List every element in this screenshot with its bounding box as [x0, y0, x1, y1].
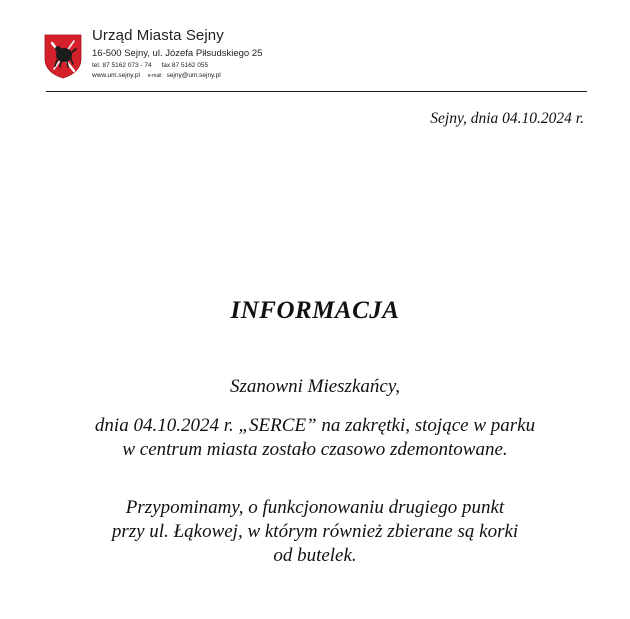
- letterhead-divider: [46, 91, 587, 92]
- office-details: [92, 27, 262, 81]
- email-label: e-mail:: [147, 73, 163, 79]
- paragraph-2-line: przy ul. Łąkowej, w którym również zbierane są korki: [111, 521, 519, 542]
- greeting: Szanowni Mieszkańcy,: [230, 376, 400, 397]
- office-name: Urząd Miasta Sejny: [92, 27, 224, 44]
- office-website: www.um.sejny.pl: [92, 72, 140, 79]
- letterhead: [43, 27, 588, 93]
- office-phone: tel. 87 5162 073 - 74: [92, 62, 152, 69]
- office-address: 16-500 Sejny, ul. Józefa Piłsudskiego 25: [92, 48, 263, 59]
- office-email: sejny@um.sejny.pl: [166, 72, 221, 79]
- paragraph-1: [0, 414, 630, 462]
- document-title: INFORMACJA: [230, 297, 400, 324]
- office-phones: [92, 61, 262, 70]
- paragraph-1-line: w centrum miasta zostało czasowo zdemontowane.: [122, 439, 508, 460]
- date-line: Sejny, dnia 04.10.2024 r.: [430, 110, 584, 127]
- paragraph-2-line: od butelek.: [273, 545, 357, 566]
- office-web: [92, 71, 262, 81]
- paragraph-2-line: Przypominamy, o funkcjonowaniu drugiego punkt: [125, 497, 505, 518]
- paragraph-2: [0, 496, 630, 568]
- office-fax: fax 87 5162 055: [161, 62, 209, 69]
- paragraph-1-line: dnia 04.10.2024 r. „SERCE” na zakrętki, stojące w parku: [94, 415, 536, 436]
- sejny-coat-of-arms-icon: [43, 33, 83, 79]
